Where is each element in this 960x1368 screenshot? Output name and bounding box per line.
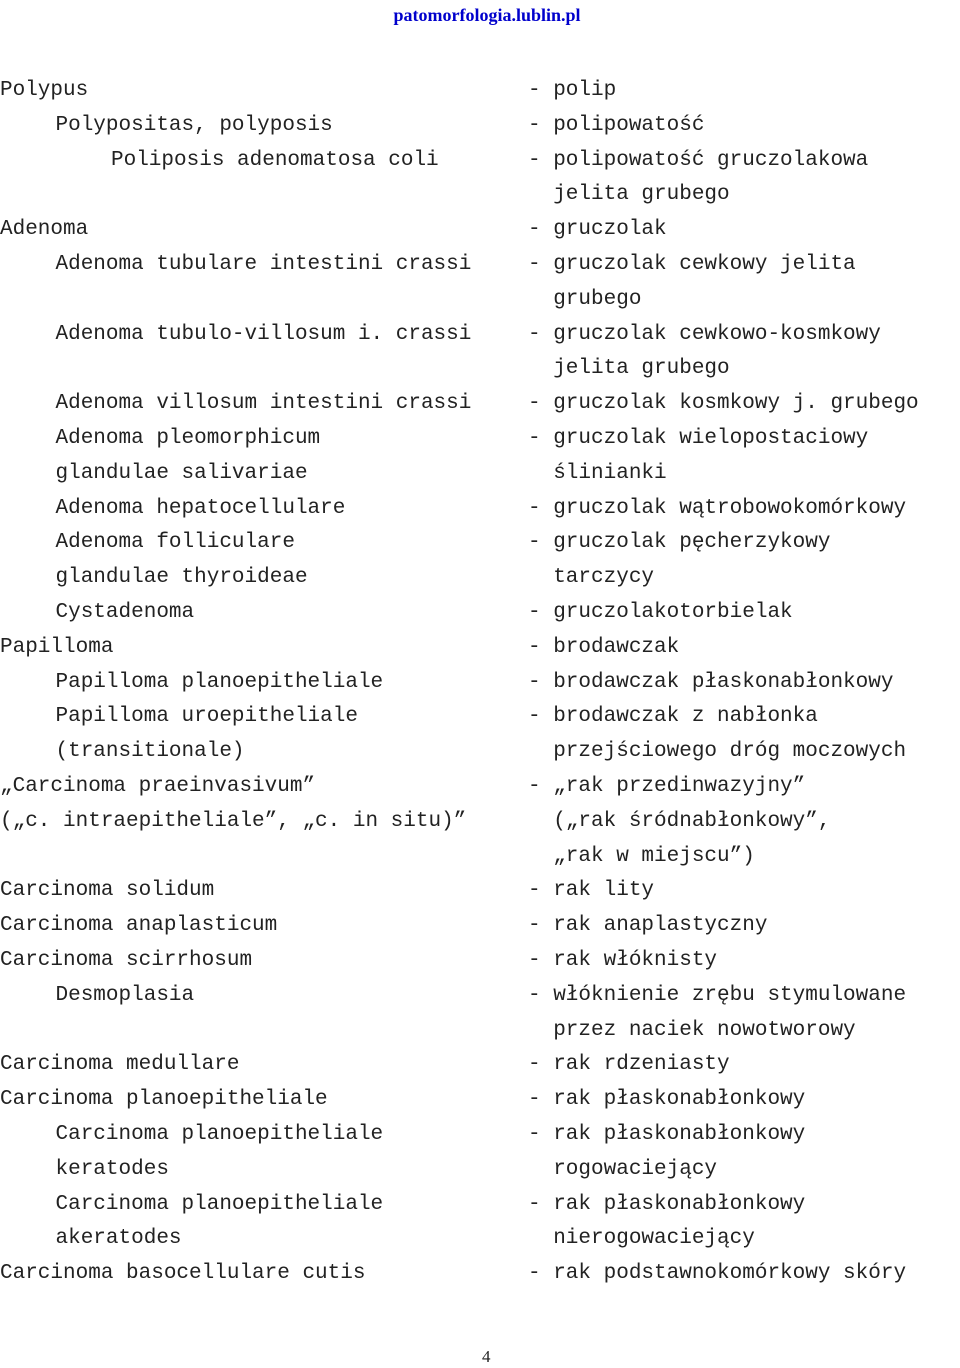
polish-translation: tarczycy [528,566,655,590]
polish-translation: („rak śródnabłonkowy”, [528,809,831,833]
latin-term: Carcinoma scirrhosum [0,948,253,972]
glossary-row [0,492,960,527]
glossary-row [0,631,960,666]
polish-translation: ślinianki [528,461,667,485]
latin-term: Cystadenoma [55,600,195,624]
polish-translation: - rak włóknisty [528,948,718,972]
polish-translation: - gruczolak wątrobowokomórkowy [528,496,907,520]
polish-translation: przejściowego dróg moczowych [528,740,907,764]
glossary-row [0,213,960,248]
glossary-row [0,1118,960,1153]
polish-translation: - gruczolak [528,218,667,242]
glossary-row [0,909,960,944]
glossary-row [0,1188,960,1223]
latin-term: Carcinoma basocellulare cutis [0,1262,366,1286]
polish-translation: grubego [528,287,642,311]
site-link[interactable]: patomorfologia.lublin.pl [393,5,581,25]
polish-translation: - gruczolak pęcherzykowy [528,531,831,555]
polish-translation: - rak anaplastyczny [528,914,768,938]
latin-term: Papilloma uroepitheliale [55,705,358,729]
glossary-row [0,526,960,561]
polish-translation: - rak płaskonabłonkowy [528,1122,806,1146]
latin-term: („c. intraepitheliale”, „c. in situ)” [0,809,467,833]
glossary-row [0,178,960,213]
latin-term: Polypositas, polyposis [55,113,333,137]
polish-translation: - rak płaskonabłonkowy [528,1088,806,1112]
polish-translation: nierogowaciejący [528,1227,755,1251]
glossary-row [0,352,960,387]
polish-translation: „rak w miejscu”) [528,844,755,868]
latin-term: glandulae thyroideae [55,566,308,590]
glossary-row [0,735,960,770]
latin-term: glandulae salivariae [55,461,308,485]
glossary-row [0,318,960,353]
glossary-row [0,1153,960,1188]
glossary-row [0,74,960,109]
glossary-row [0,596,960,631]
polish-translation: - rak płaskonabłonkowy [528,1192,806,1216]
glossary-row [0,666,960,701]
polish-translation: - polipowatość [528,113,705,137]
polish-translation: - gruczolak cewkowo-kosmkowy [528,322,881,346]
latin-term: Carcinoma solidum [0,879,215,903]
latin-term: Carcinoma planoepitheliale [55,1192,384,1216]
latin-term: Adenoma villosum intestini crassi [55,392,472,416]
glossary-row [0,805,960,840]
latin-term: Adenoma folliculare [55,531,295,555]
glossary-row [0,1014,960,1049]
polish-translation: - brodawczak z nabłonka [528,705,818,729]
glossary-row [0,1048,960,1083]
glossary-row [0,700,960,735]
polish-translation: - gruczolakotorbielak [528,600,793,624]
latin-term: „Carcinoma praeinvasivum” [0,774,316,798]
glossary-row [0,144,960,179]
latin-term: Desmoplasia [55,983,195,1007]
polish-translation: - gruczolak kosmkowy j. grubego [528,392,919,416]
polish-translation: jelita grubego [528,357,730,381]
page-number: 4 [482,1347,491,1366]
glossary-row [0,840,960,875]
polish-translation: - rak rdzeniasty [528,1053,730,1077]
latin-term: Adenoma tubulo-villosum i. crassi [55,322,472,346]
latin-term: Polypus [0,79,89,102]
glossary-row [0,1222,960,1257]
glossary-row [0,874,960,909]
polish-translation: - gruczolak cewkowy jelita [528,252,856,276]
polish-translation: - włóknienie zrębu stymulowane [528,983,907,1007]
latin-term: Adenoma tubulare intestini crassi [55,252,472,276]
glossary-row [0,944,960,979]
glossary-row [0,109,960,144]
latin-term: Carcinoma medullare [0,1053,240,1077]
latin-term: Carcinoma planoepitheliale [55,1122,384,1146]
polish-translation: - gruczolak wielopostaciowy [528,426,869,450]
latin-term: (transitionale) [55,740,245,764]
latin-term: Adenoma [0,218,89,242]
latin-term: Papilloma planoepitheliale [55,670,384,694]
polish-translation: rogowaciejący [528,1157,718,1181]
glossary-row [0,457,960,492]
latin-term: akeratodes [55,1227,182,1251]
glossary-row [0,248,960,283]
polish-translation: - rak lity [528,879,655,903]
latin-term: keratodes [55,1157,169,1181]
polish-translation: jelita grubego [528,183,730,207]
polish-translation: - brodawczak [528,635,680,659]
polish-translation: - polip [528,79,617,102]
latin-term: Poliposis adenomatosa coli [111,148,439,172]
glossary-row [0,979,960,1014]
latin-term: Carcinoma anaplasticum [0,914,278,938]
polish-translation: - polipowatość gruczolakowa [528,148,869,172]
glossary-row [0,1083,960,1118]
latin-term: Adenoma pleomorphicum [55,426,321,450]
glossary-row [0,422,960,457]
glossary-row [0,283,960,318]
latin-term: Adenoma hepatocellulare [55,496,346,520]
polish-translation: - „rak przedinwazyjny” [528,774,806,798]
glossary-row [0,1257,960,1292]
glossary-row [0,770,960,805]
polish-translation: przez naciek nowotworowy [528,1018,856,1042]
latin-term: Carcinoma planoepitheliale [0,1088,328,1112]
latin-term: Papilloma [0,635,114,659]
glossary-row [0,387,960,422]
glossary-row [0,561,960,596]
glossary-list [0,74,960,1292]
polish-translation: - rak podstawnokomórkowy skóry [528,1262,907,1286]
polish-translation: - brodawczak płaskonabłonkowy [528,670,894,694]
